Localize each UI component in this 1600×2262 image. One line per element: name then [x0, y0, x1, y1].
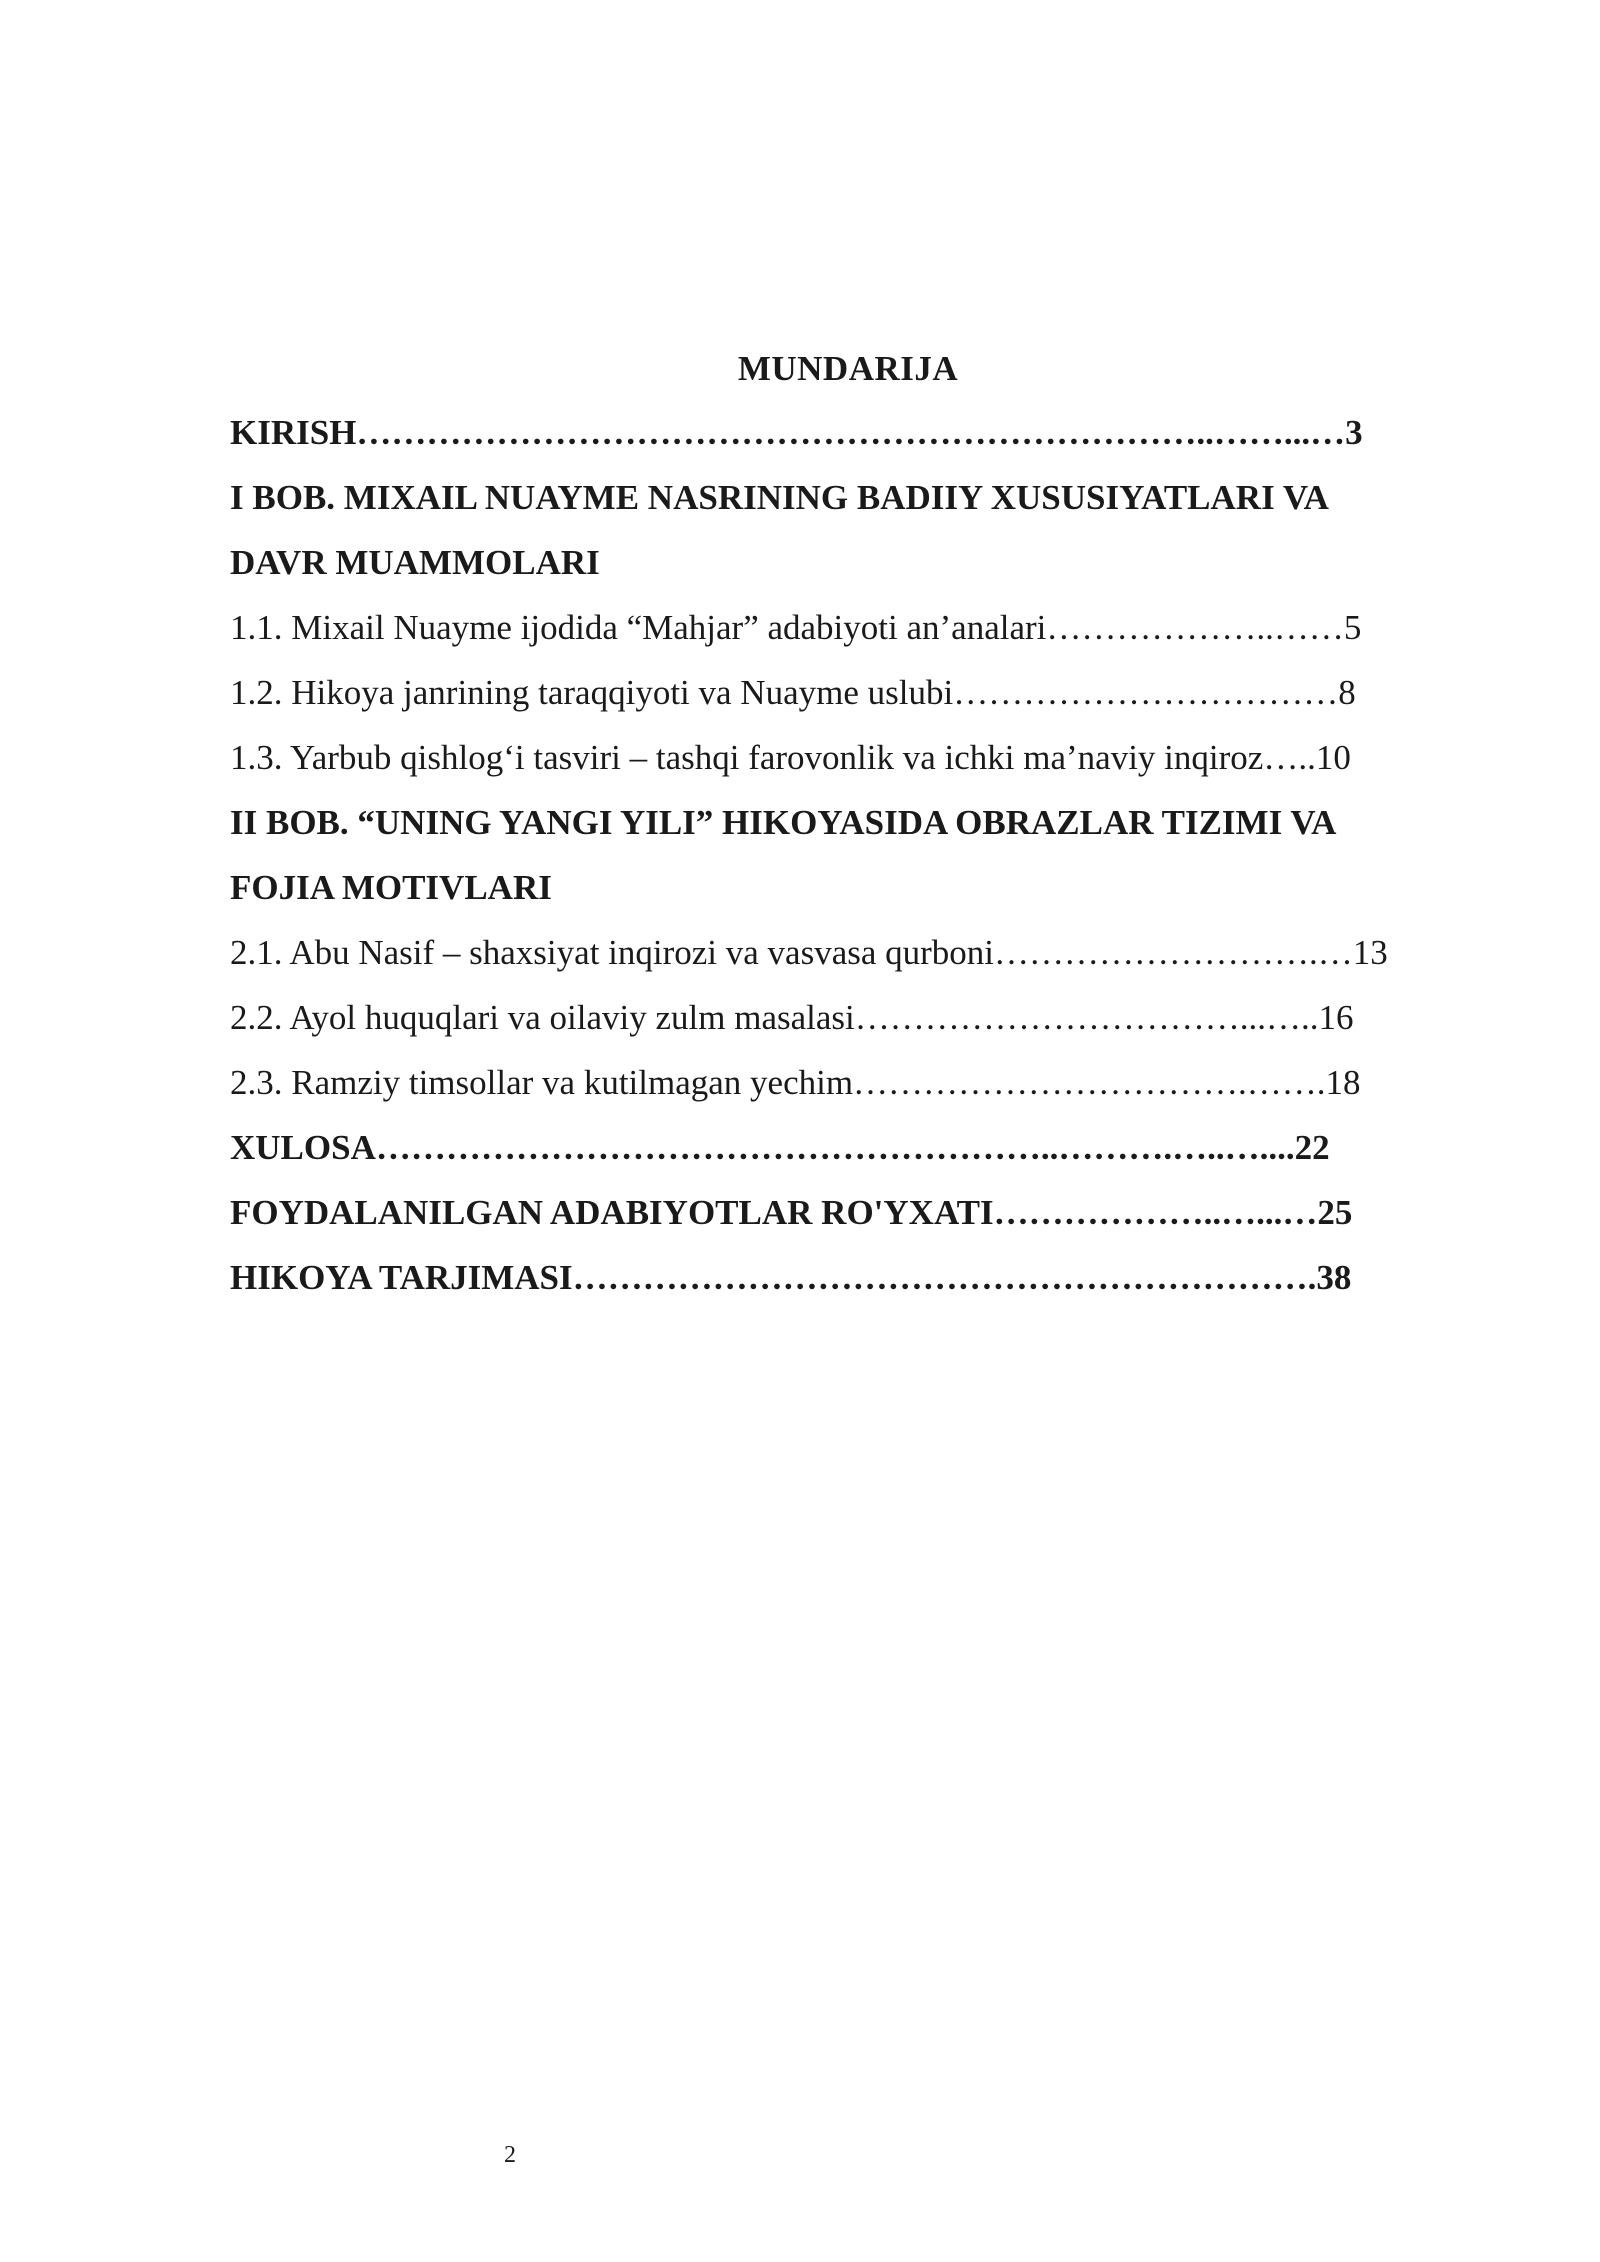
page-number: 2	[504, 2142, 516, 2168]
toc-entry-chapter-2: II BOB. “UNING YANGI YILI” HIKOYASIDA OBRAZLAR TIZIMI VA	[230, 803, 1337, 842]
toc-entry-1-3: 1.3. Yarbub qishlog‘i tasviri – tashqi farovonlik va ichki ma’naviy inqiroz…..10	[230, 738, 1351, 777]
toc-entry-1-2: 1.2. Hikoya janrining taraqqiyoti va Nuayme uslubi……………………………8	[230, 673, 1356, 712]
toc-heading: MUNDARIJA	[737, 349, 959, 388]
toc-entry-kirish: KIRISH………………………………………………………………..……...…3	[230, 413, 1363, 452]
table-of-contents	[230, 412, 1462, 1322]
toc-entry-chapter-2-cont: FOJIA MOTIVLARI	[230, 868, 552, 907]
toc-entry-chapter-1-cont: DAVR MUAMMOLARI	[230, 543, 600, 582]
toc-entry-chapter-1: I BOB. MIXAIL NUAYME NASRINING BADIIY XUSUSIYATLARI VA	[230, 478, 1329, 517]
toc-entry-2-1: 2.1. Abu Nasif – shaxsiyat inqirozi va vasvasa qurboni……………………….…13	[230, 933, 1388, 972]
toc-entry-2-3: 2.3. Ramziy timsollar va kutilmagan yechim…………………………….…….18	[230, 1063, 1361, 1102]
toc-entry-2-2: 2.2. Ayol huquqlari va oilaviy zulm masalasi……………………………...…..16	[230, 998, 1354, 1037]
toc-entry-bibliography: FOYDALANILGAN ADABIYOTLAR RO'YXATI………………..…...…25	[230, 1193, 1353, 1232]
toc-entry-translation: HIKOYA TARJIMASI……………………………………………………….38	[230, 1258, 1352, 1297]
toc-entry-xulosa: XULOSA…………………………………………………..……….…..…....22	[230, 1128, 1330, 1167]
toc-entry-1-1: 1.1. Mixail Nuayme ijodida “Mahjar” adabiyoti an’analari………………..……5	[230, 608, 1362, 647]
